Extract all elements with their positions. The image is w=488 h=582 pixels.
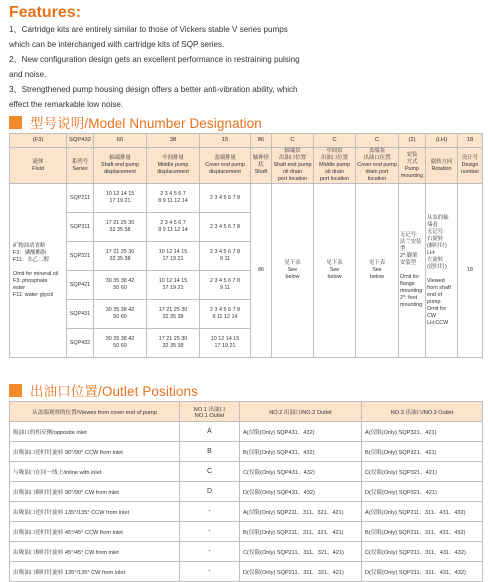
table-row: [10, 502, 483, 522]
series-cell: SQP321: [67, 242, 94, 271]
features-line: 3、Strengthened pump housing design offers a better anti-vibration ability, which: [9, 85, 298, 94]
shaft-cell: 86: [251, 184, 272, 358]
table-row: [10, 422, 483, 442]
no1-cell: -: [180, 542, 240, 562]
features-line: 1、Cartridge kits are entirely similar to those of Vickers stable V series pumps: [9, 25, 288, 34]
cover-disp-cell: 2 3 4 5 6 7 8 9 11 12 14: [200, 300, 251, 329]
table-row: [10, 482, 483, 502]
code-row: [10, 134, 483, 148]
middle-disp-cell: 2 3 4 5 6 7 8 9 11 12 14: [147, 184, 200, 213]
no3-cell: C(仅限(Only) SQP211、311、431、432): [362, 542, 483, 562]
middle-disp-cell: 17 21 25 30 32 35 38: [147, 300, 200, 329]
view-cell: 由吸油口顺时针旋转 135°/135° CW from inlet: [10, 562, 180, 582]
no3-cell: A(仅限(Only) SQP211、311、431、432): [362, 502, 483, 522]
features-line: which can be interchanged with cartridge kits of SQP series.: [9, 40, 225, 49]
no2-cell: B(仅限(Only) SQP431、432): [240, 442, 362, 462]
code-cell: 86: [251, 134, 272, 148]
code-cell: C: [272, 134, 314, 148]
outlet-header-row: [10, 402, 483, 422]
header-cell: 盖端排量 Cover end pump displacement: [200, 148, 251, 184]
features-body: [9, 22, 484, 112]
view-cell: 由吸油口顺时针旋转 45°/45° CW from inlet: [10, 542, 180, 562]
header-cell: NO.1 出油口 NO.1 Outlet: [180, 402, 240, 422]
description-row: [10, 148, 483, 184]
header-cell: 设计号 Design number: [458, 148, 483, 184]
model-section-heading: [9, 112, 262, 132]
header-cell: 轴端排量 Shaft end pump displacement: [94, 148, 147, 184]
header-cell: 中间排量 Middle pump displacement: [147, 148, 200, 184]
table-row: [10, 542, 483, 562]
table-row: [10, 522, 483, 542]
table-row: [10, 184, 483, 213]
model-designation-table: [9, 133, 483, 358]
middle-disp-cell: 17 21 25 30 32 35 38: [147, 329, 200, 358]
no2-cell: A(仅限(Only) SQP211、311、321、421): [240, 502, 362, 522]
middle-disp-cell: 10 12 14 15 17 19 21: [147, 242, 200, 271]
cover-disp-cell: 2 3 4 5 6 7 8: [200, 184, 251, 213]
series-cell: SQP421: [67, 271, 94, 300]
view-cell: 由吸油口顺时针旋转 90°/90° CW from inlet: [10, 482, 180, 502]
view-cell: 由吸油口逆时针旋转 135°/135° CCW from inlet: [10, 502, 180, 522]
no3-cell: B(仅限(Only) SQP321、421): [362, 442, 483, 462]
table-row: [10, 462, 483, 482]
features-title: Features:: [9, 4, 82, 21]
rotation-cell: 从泵的轴 端看 无记号: 右旋转 (顺时针) LH: 左旋转 (逆时针) Viewed from shaft end of pump Omit for CW LH:CCW: [426, 184, 458, 358]
design-cell: 18: [458, 184, 483, 358]
header-cell: 盖端泵 出油口位置 Cover end pump drain port location: [357, 148, 397, 182]
view-cell: 吸油口的相反侧/opposite inlet: [10, 422, 180, 442]
features-line: 2、New configuration design gets an excellent performance in restraining pulsing: [9, 55, 300, 64]
no1-cell: A: [180, 422, 240, 442]
code-cell: 60: [94, 134, 147, 148]
model-section-title: 型号说明/Model Nnumber Designation: [30, 116, 262, 131]
no1-cell: C: [180, 462, 240, 482]
shaft-disp-cell: 10 12 14 15 17 19 21: [94, 184, 147, 213]
no1-cell: D: [180, 482, 240, 502]
features-line: and noise.: [9, 70, 47, 79]
header-cell: 安装 方式 Pump mounting: [399, 148, 426, 184]
header-cell: 旋转方向 Rotation: [426, 148, 458, 184]
table-row: [10, 442, 483, 462]
outlet-positions-table: [9, 401, 483, 582]
table-row: [10, 562, 483, 582]
no3-cell: C(仅限(Only) SQP321、421): [362, 462, 483, 482]
shaft-disp-cell: 17 21 25 30 32 35 38: [94, 242, 147, 271]
orange-square-icon: [9, 384, 22, 397]
cover-disp-cell: 10 12 14 15 17 19 21: [200, 329, 251, 358]
cover-disp-cell: 2 3 4 5 6 7 8: [200, 213, 251, 242]
header-cell: 中间泵 出油口位置 Middle pump oil drain port location: [314, 148, 356, 184]
no2-cell: A(仅限(Only) SQP431、432): [240, 422, 362, 442]
code-cell: 15: [200, 134, 251, 148]
no1-cell: B: [180, 442, 240, 462]
middle-disp-cell: 2 3 4 5 6 7 8 9 11 12 14: [147, 213, 200, 242]
orange-square-icon: [9, 116, 22, 129]
shaft-disp-cell: 30 35 38 42 50 60: [94, 300, 147, 329]
header-cell: 系列号 Series: [67, 148, 94, 184]
header-cell: 从盖端观察的位置/Viewes from cover end of pump: [10, 402, 180, 422]
shaft-disp-cell: 17 21 25 30 32 35 38: [94, 213, 147, 242]
middle-disp-cell: 10 12 14 15 17 19 21: [147, 271, 200, 300]
series-cell: SQP431: [67, 300, 94, 329]
no2-cell: B(仅限(Only) SQP211、311、321、421): [240, 522, 362, 542]
no1-cell: -: [180, 502, 240, 522]
header-cell: NO.3 出油口/NO.3 Outlet: [362, 402, 483, 422]
middle-port-cell: 见下表 See below: [314, 184, 356, 358]
header-cell: 流体 Fluid: [10, 148, 67, 184]
view-cell: 由吸油口逆时针旋转 90°/90° CCW from inlet: [10, 442, 180, 462]
cover-disp-cell: 2 3 4 5 6 7 8 9 11: [200, 242, 251, 271]
cover-disp-cell: 2 3 4 5 6 7 8 9 11: [200, 271, 251, 300]
no3-cell: D(仅限(Only) SQP211、311、431、432): [362, 562, 483, 582]
series-cell: SQP211: [67, 184, 94, 213]
no1-cell: -: [180, 522, 240, 542]
code-cell: C: [356, 134, 399, 148]
mounting-cell: 无记号: 法兰安装 型 2*:脚架 安装型 Omit for flange mounting 2*: foot mounting: [399, 184, 426, 358]
code-cell: (F3): [10, 134, 67, 148]
no2-cell: D(仅限(Only) SQP211、311、321、421): [240, 562, 362, 582]
code-cell: 18: [458, 134, 483, 148]
view-cell: 与吸油口在同一线上/inline with inlet: [10, 462, 180, 482]
shaft-port-cell: 见下表 See below: [272, 184, 314, 358]
header-cell: 轴伸形状 Shaft: [251, 148, 272, 184]
cover-port-cell: 见下表 See below: [356, 184, 399, 358]
no2-cell: C(仅限(Only) SQP431、432): [240, 462, 362, 482]
code-cell: 38: [147, 134, 200, 148]
code-cell: (LH): [426, 134, 458, 148]
code-cell: C: [314, 134, 356, 148]
features-line: effect the remarkable low noise.: [9, 100, 124, 109]
header-cell: NO.2 出油口/NO.2 Outlet: [240, 402, 362, 422]
no3-cell: B(仅限(Only) SQP211、311、431、432): [362, 522, 483, 542]
series-cell: SQP432: [67, 329, 94, 358]
series-cell: SQP311: [67, 213, 94, 242]
no2-cell: D(仅限(Only) SQP431、432): [240, 482, 362, 502]
fluid-cell: 矿物油请省略 F3：磷酸酯脂 F11：水乙二醇 Omit for mineral oil F3: phosphate ester F11: water glycol: [10, 184, 67, 358]
shaft-disp-cell: 30 35 38 42 50 60: [94, 329, 147, 358]
code-cell: (2): [399, 134, 426, 148]
view-cell: 由吸油口逆时针旋转 45°/45° CCW from inlet: [10, 522, 180, 542]
no3-cell: D(仅限(Only) SQP321、421): [362, 482, 483, 502]
outlet-section-title: 出油口位置/Outlet Positions: [30, 384, 198, 399]
code-cell: SQP432: [67, 134, 94, 148]
outlet-section-heading: [9, 380, 198, 400]
no1-cell: -: [180, 562, 240, 582]
no3-cell: A(仅限(Only) SQP321、421): [362, 422, 483, 442]
header-cell: 轴端泵 出油口位置 Shaft end pump oil drain port location: [273, 148, 312, 182]
shaft-disp-cell: 30 35 38 42 50 60: [94, 271, 147, 300]
no2-cell: C(仅限(Only) SQP211、311、321、421): [240, 542, 362, 562]
